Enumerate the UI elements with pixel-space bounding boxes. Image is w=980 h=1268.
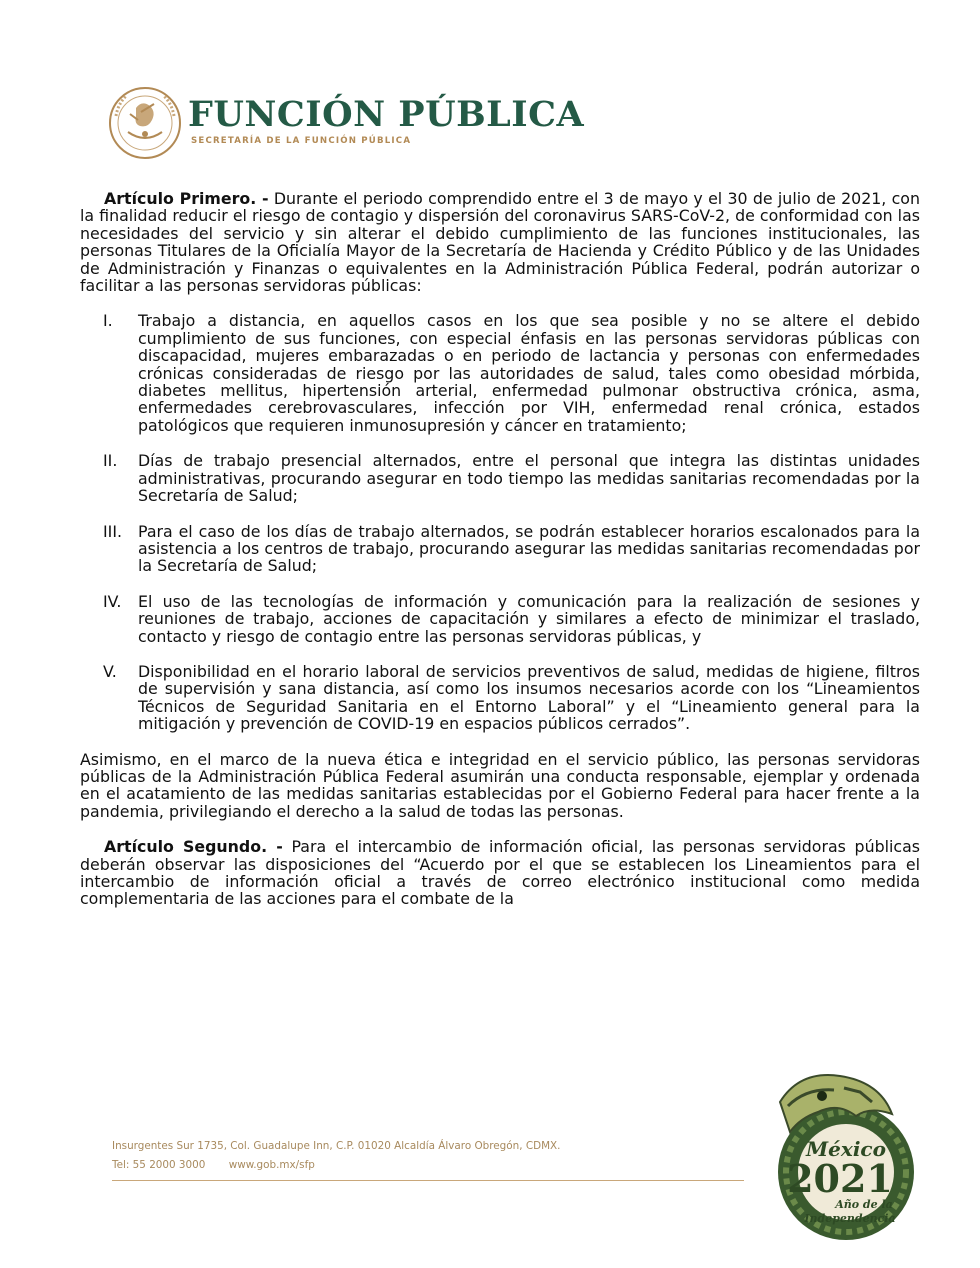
footer — [112, 1137, 752, 1175]
articulo-primero — [80, 190, 920, 294]
footer-divider — [112, 1180, 744, 1181]
document-body — [80, 190, 920, 908]
mexico-coat-of-arms-seal-icon — [108, 86, 182, 160]
list-item-text: Disponibilidad en el horario laboral de servicios preventivos de salud, medidas de higiene, filtros de supervisión y sana distancia, así como los insumos necesarios acorde con los “Lineamientos Técnicos de Seguridad Sanitaria en el Entorno Laboral” y el “Lineamiento general para la mitigación y prevención de COVID-19 en espacios públicos cerrados”. — [138, 661, 920, 734]
articulo-segundo-lead: Artículo Segundo. - — [104, 837, 283, 857]
list-item — [80, 523, 920, 575]
list-item — [80, 312, 920, 434]
articulo-segundo-text: Para el intercambio de información oficial, las personas servidoras públicas deberán observar las disposiciones del “Acuerdo por el que se establecen los Lineamientos para el intercambio de información oficial a través de correo electrónico institucional como medida complementaria de las acciones para el combate de la — [80, 837, 920, 909]
brand-subtitle: SECRETARÍA DE LA FUNCIÓN PÚBLICA — [191, 136, 412, 146]
measures-list — [80, 312, 920, 732]
list-item-number: II. — [103, 451, 118, 471]
list-item — [80, 452, 920, 504]
list-item-number: IV. — [103, 591, 122, 611]
list-item — [80, 663, 920, 733]
emblem-line1: Año de la — [835, 1198, 893, 1211]
list-item-number: I. — [103, 311, 113, 331]
list-item-text: Trabajo a distancia, en aquellos casos en los que sea posible y no se altere el debido cumplimiento de sus funciones, con especial énfasis en las personas servidoras públicas con discapacidad, mujeres embarazadas o en periodo de lactancia y personas con enfermedades crónicas consideradas de riesgo por las autoridades de salud, tales como obesidad mórbida, diabetes mellitus, hipertensión arterial, enfermedad pulmonar obstructiva crónica, asma, enfermedades cerebrovasculares, infección por VIH, enfermedad renal crónica, estados patológicos que requieren inmunosupresión y cáncer en tratamiento; — [138, 311, 920, 435]
footer-address: Insurgentes Sur 1735, Col. Guadalupe Inn, C.P. 01020 Alcaldía Álvaro Obregón, CDMX. — [112, 1140, 561, 1152]
footer-tel: Tel: 55 2000 3000 — [112, 1159, 206, 1171]
brand-title: FUNCIÓN PÚBLICA — [188, 94, 585, 135]
list-item — [80, 593, 920, 645]
emblem-country: México — [806, 1137, 886, 1161]
serpent-head-emblem-icon — [760, 1062, 926, 1242]
articulo-primero-lead: Artículo Primero. - — [104, 189, 269, 208]
articulo-primero-text: Durante el periodo comprendido entre el 3 de mayo y el 30 de julio de 2021, con la finalidad reducir el riesgo de contagio y dispersión del coronavirus SARS-CoV-2, de conformidad con las necesidades del servicio y sin alterar el debido cumplimiento de las funciones institucionales, las personas Titulares de la Oficialía Mayor de la Secretaría de Hacienda y Crédito Público y de las Unidades de Administración y Finanzas o equivalentes en la Administración Pública Federal, podrán autorizar o facilitar a las personas servidoras públicas: — [80, 189, 920, 296]
asimismo-paragraph: Asimismo, en el marco de la nueva ética e integridad en el servicio público, las personas servidoras públicas de la Administración Pública Federal asumirán una conducta responsable, ejemplar y ordenada en el acatamiento de las medidas sanitarias establecidas por el Gobierno Federal para hacer frente a la pandemia, privilegiando el derecho a la salud de todas las personas. — [80, 749, 920, 821]
list-item-number: III. — [103, 521, 122, 541]
list-item-text: Para el caso de los días de trabajo alternados, se podrán establecer horarios escalonados para la asistencia a los centros de trabajo, procurando asegurar las medidas sanitarias recomendadas por la Secretaría de Salud; — [138, 521, 920, 576]
emblem-year: 2021 — [787, 1156, 893, 1201]
list-item-text: El uso de las tecnologías de información y comunicación para la realización de sesiones y reuniones de trabajo, acciones de capacitación y similares a efecto de minimizar el traslado, contacto y riesgo de contagio entre las personas servidoras públicas, y — [138, 591, 920, 646]
emblem-line2: Independencia — [804, 1212, 896, 1225]
footer-web: www.gob.mx/sfp — [228, 1159, 315, 1171]
list-item-number: V. — [103, 661, 117, 681]
footer-contact — [112, 1156, 752, 1175]
articulo-segundo — [80, 838, 920, 908]
list-item-text: Días de trabajo presencial alternados, entre el personal que integra las distintas unidades administrativas, procurando asegurar en todo tiempo las medidas sanitarias recomendadas por la Secretaría de Salud; — [138, 451, 920, 506]
header — [108, 86, 608, 158]
